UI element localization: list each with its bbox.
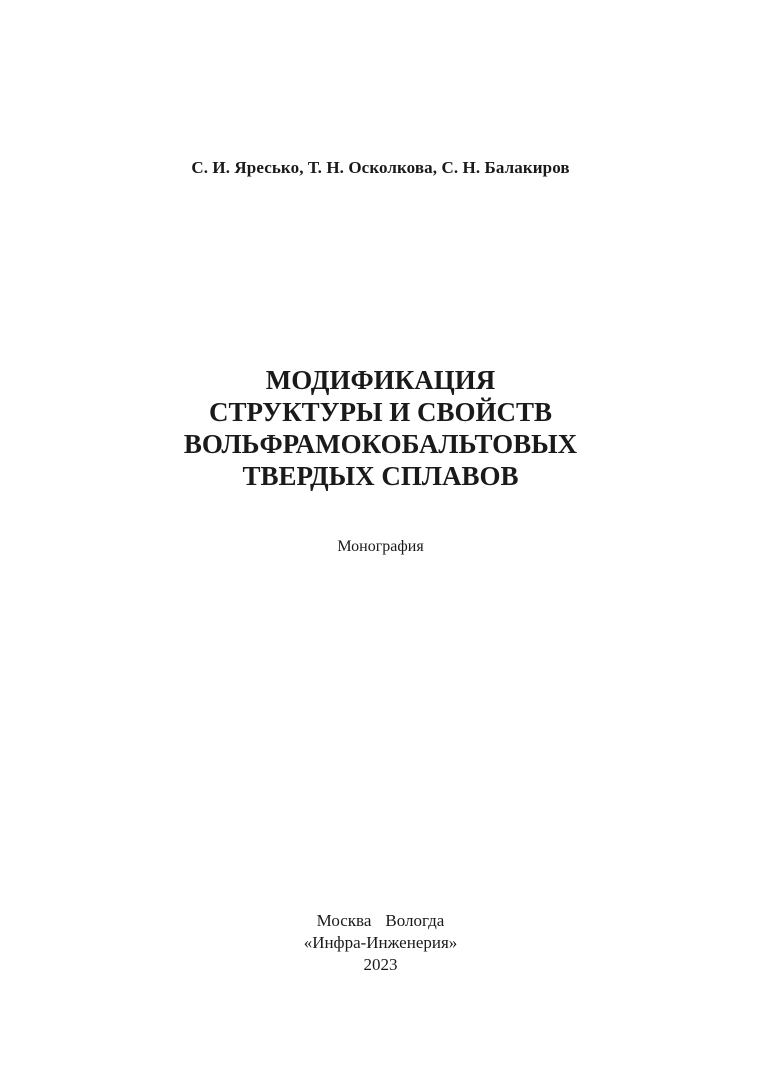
title-line: ВОЛЬФРАМОКОБАЛЬТОВЫХ — [183, 429, 578, 459]
city-vologda: Вологда — [385, 911, 445, 930]
genre-label: Монография — [337, 538, 424, 555]
imprint-cities — [0, 910, 761, 932]
city-moscow: Москва — [316, 911, 372, 930]
title-line: СТРУКТУРЫ И СВОЙСТВ — [208, 397, 553, 427]
title-line: МОДИФИКАЦИЯ — [265, 365, 496, 395]
imprint — [0, 910, 761, 976]
publisher: «Инфра-Инженерия» — [303, 933, 458, 952]
title-line: ТВЕРДЫХ СПЛАВОВ — [242, 461, 519, 491]
publication-year: 2023 — [363, 955, 398, 974]
authors: С. И. Яресько, Т. Н. Осколкова, С. Н. Балакиров — [191, 158, 570, 177]
book-title — [0, 364, 761, 492]
